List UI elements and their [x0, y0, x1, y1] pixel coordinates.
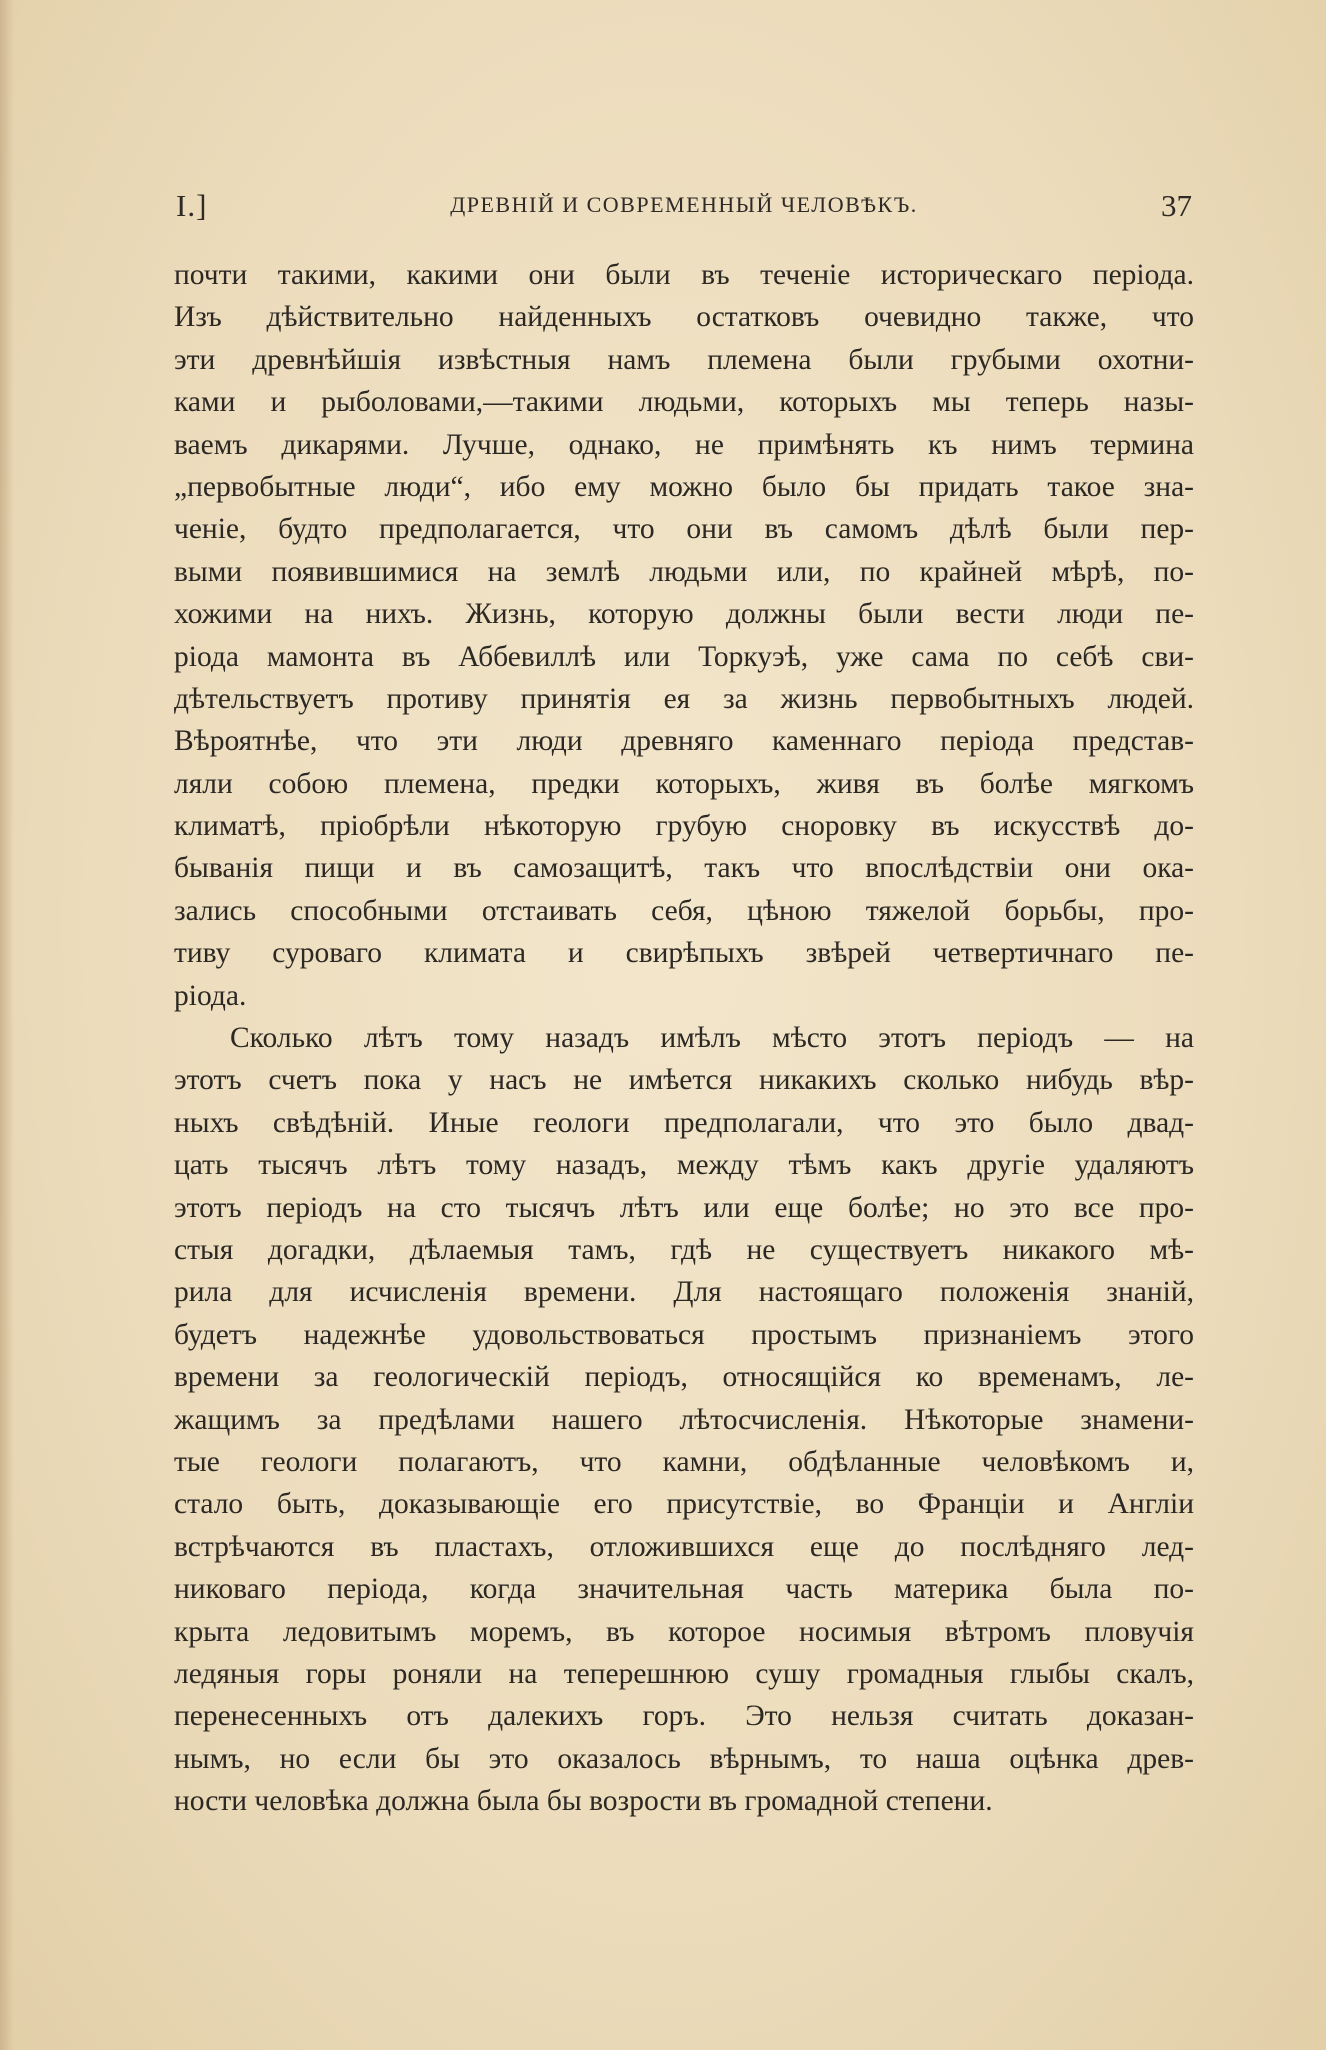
text-line: ляли собою племена, предки которыхъ, живя въ болѣе мягкомъ: [174, 767, 1194, 800]
text-line: времени за геологическій періодъ, относящійся ко временамъ, ле-: [174, 1361, 1194, 1394]
page-number: 37: [1161, 188, 1192, 223]
text-line: цать тысячъ лѣтъ тому назадъ, между тѣмъ какъ другіе удаляютъ: [174, 1149, 1194, 1182]
text-line: „первобытные люди“, ибо ему можно было бы придать такое зна-: [174, 470, 1194, 503]
page-text: [174, 254, 1194, 1822]
text-line: ченіе, будто предполагается, что они въ самомъ дѣлѣ были пер-: [174, 513, 1194, 546]
text-line: ваемъ дикарями. Лучше, однако, не примѣнять къ нимъ термина: [174, 428, 1194, 461]
text-line: никоваго періода, когда значительная часть материка была по-: [174, 1573, 1194, 1606]
paragraph: [174, 1017, 1194, 1822]
text-line: Вѣроятнѣе, что эти люди древняго каменнаго періода представ-: [174, 725, 1194, 758]
text-line: встрѣчаются въ пластахъ, отложившихся еще до послѣдняго лед-: [174, 1530, 1194, 1563]
text-line: почти такими, какими они были въ теченіе историческаго періода.: [174, 259, 1194, 291]
text-line: нымъ, но если бы это оказалось вѣрнымъ, то наша оцѣнка древ-: [174, 1742, 1194, 1775]
text-line: будетъ надежнѣе удовольствоваться простымъ признаніемъ этого: [174, 1318, 1194, 1351]
text-line: быванія пищи и въ самозащитѣ, такъ что впослѣдствіи они ока-: [174, 852, 1194, 885]
text-line: жащимъ за предѣлами нашего лѣтосчисленія. Нѣкоторые знамени-: [174, 1403, 1194, 1436]
text-line: ріода мамонта въ Аббевиллѣ или Торкуэѣ, уже сама по себѣ сви-: [174, 640, 1194, 673]
text-line: выми появившимися на землѣ людьми или, по крайней мѣрѣ, по-: [174, 555, 1194, 588]
text-line: климатѣ, пріобрѣли нѣкоторую грубую сноровку въ искусствѣ до-: [174, 810, 1194, 843]
text-line: Изъ дѣйствительно найденныхъ остатковъ очевидно также, что: [174, 301, 1194, 334]
text-line: ками и рыболовами,—такими людьми, которыхъ мы теперь назы-: [174, 386, 1194, 419]
text-line: перенесенныхъ отъ далекихъ горъ. Это нельзя считать доказан-: [174, 1700, 1194, 1733]
text-line: ледяныя горы роняли на теперешнюю сушу громадныя глыбы скалъ,: [174, 1657, 1194, 1690]
text-line: крыта ледовитымъ моремъ, въ которое носимыя вѣтромъ пловучія: [174, 1615, 1194, 1648]
text-line: стыя догадки, дѣлаемыя тамъ, гдѣ не существуетъ никакого мѣ-: [174, 1233, 1194, 1266]
text-line: ріода.: [174, 979, 247, 1012]
text-line: тиву суроваго климата и свирѣпыхъ звѣрей четвертичнаго пе-: [174, 937, 1194, 970]
running-title: ДРЕВНІЙ И СОВРЕМЕННЫЙ ЧЕЛОВѢКЪ.: [450, 192, 918, 217]
text-line: зались способными отстаивать себя, цѣною тяжелой борьбы, про-: [174, 894, 1194, 927]
text-line: дѣтельствуетъ противу принятія ея за жизнь первобытныхъ людей.: [174, 682, 1194, 715]
text-line: этотъ счетъ пока у насъ не имѣется никакихъ сколько нибудь вѣр-: [174, 1064, 1194, 1097]
running-header: [176, 188, 1192, 228]
text-line: стало быть, доказывающіе его присутствіе, во Франціи и Англіи: [174, 1488, 1194, 1521]
section-number: I.]: [176, 188, 208, 223]
text-line: эти древнѣйшія извѣстныя намъ племена были грубыми охотни-: [174, 343, 1194, 376]
paragraph: [174, 254, 1194, 1017]
text-line: тые геологи полагаютъ, что камни, обдѣланные человѣкомъ и,: [174, 1445, 1194, 1478]
text-line: ныхъ свѣдѣній. Иные геологи предполагали, что это было двад-: [174, 1106, 1194, 1139]
text-line: рила для исчисленія времени. Для настоящаго положенія знаній,: [174, 1276, 1194, 1309]
text-line: Сколько лѣтъ тому назадъ имѣлъ мѣсто этотъ періодъ — на: [230, 1022, 1194, 1055]
text-line: хожими на нихъ. Жизнь, которую должны были вести люди пе-: [174, 598, 1194, 631]
text-line: ности человѣка должна была бы возрости въ громадной степени.: [174, 1785, 993, 1818]
text-line: этотъ періодъ на сто тысячъ лѣтъ или еще болѣе; но это все про-: [174, 1191, 1194, 1224]
